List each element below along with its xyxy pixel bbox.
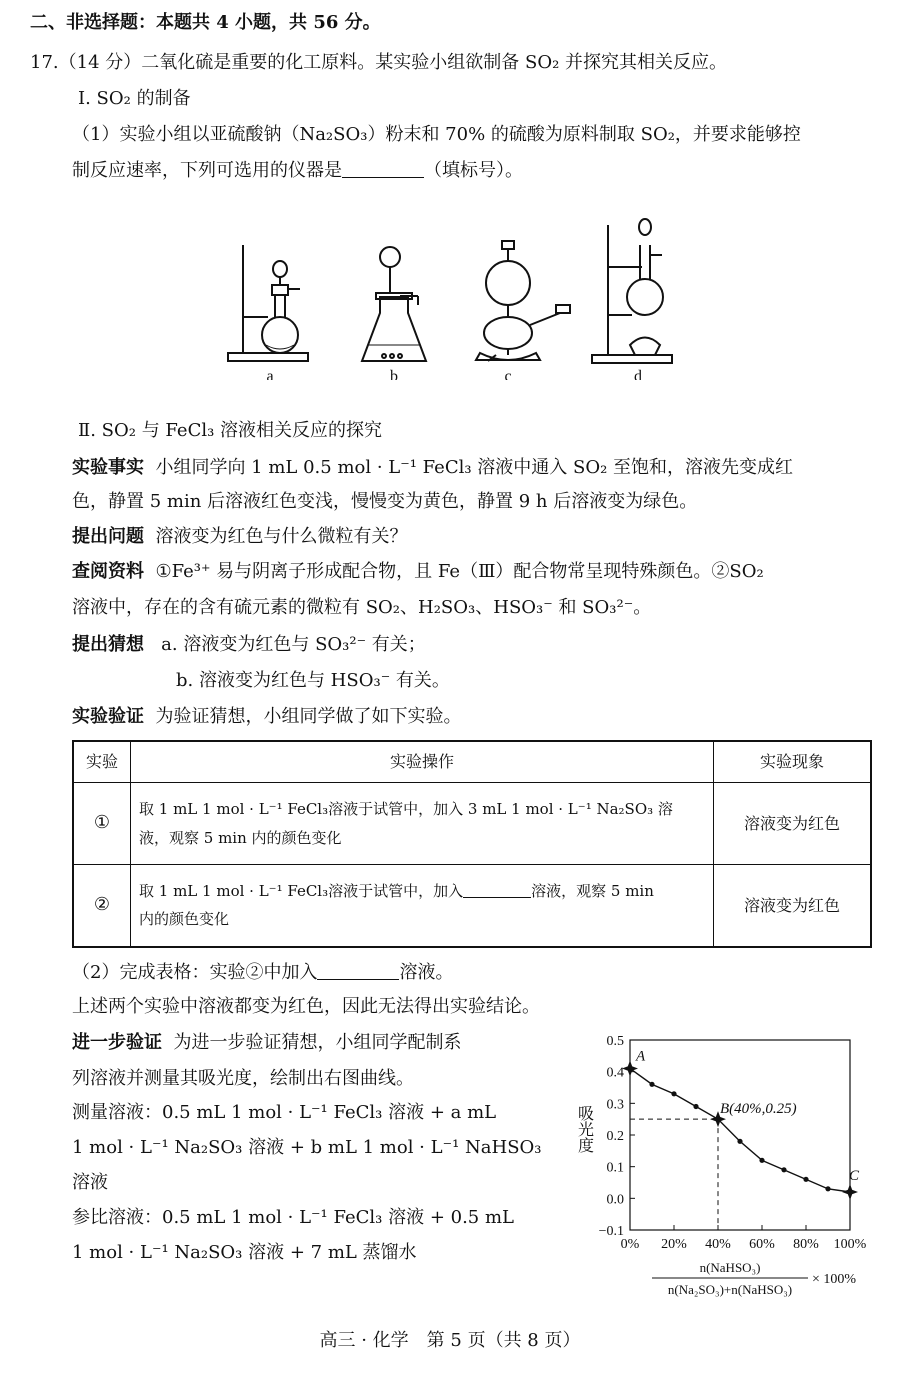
question-17-intro [30, 50, 727, 76]
operation-line1-suffix: 溶液，观察 5 min [531, 881, 654, 900]
data-point [759, 1158, 764, 1163]
annotation-label: A [636, 1048, 646, 1065]
y-tick-label: 0.5 [606, 1034, 624, 1049]
question-text: 溶液变为红色与什么微粒有关？ [155, 526, 408, 547]
x-tick-label: 60% [749, 1237, 775, 1252]
question-paragraph [72, 524, 407, 550]
x-label-suffix: × 100% [812, 1272, 857, 1287]
x-label-numerator: n(NaHSO₃) [699, 1260, 761, 1275]
answer-blank-table[interactable] [463, 883, 531, 898]
apparatus-a [228, 245, 308, 361]
verification-text: 为验证猜想，小组同学做了如下实验。 [155, 706, 462, 727]
page-footer: 高三 · 化学 第 5 页（共 8 页） [319, 1330, 581, 1351]
table-header-row [73, 741, 871, 783]
apparatus-label-b: b [390, 368, 398, 380]
absorbance-chart [560, 1020, 880, 1300]
measure-line3: 溶液 [72, 1172, 108, 1193]
table-row [73, 865, 871, 947]
further-paragraph [72, 1030, 552, 1056]
plot-frame [630, 1040, 850, 1230]
q1-line1: （1）实验小组以亚硫酸钠（Na₂SO₃）粉末和 70% 的硫酸为原料制取 SO₂，并要求能够控 [72, 124, 801, 145]
fact-line1: 小组同学向 1 mL 0.5 mol · L⁻¹ FeCl₃ 溶液中通入 SO₂ 至饱和，溶液先变成红 [155, 457, 794, 478]
hypothesis-label: 提出猜想 [72, 634, 144, 655]
answer-blank-1[interactable] [342, 159, 424, 178]
apparatus-d [592, 219, 672, 363]
data-point [649, 1082, 654, 1087]
annotation-label: C [848, 1168, 860, 1184]
x-tick-label: 80% [793, 1237, 819, 1252]
data-point [671, 1091, 676, 1096]
part2-title: Ⅱ. SO₂ 与 FeCl₃ 溶液相关反应的探究 [78, 420, 383, 441]
apparatus-label-d: d [634, 368, 642, 380]
x-tick-label: 20% [661, 1237, 687, 1252]
further-line2: 列溶液并测量其吸光度，绘制出右图曲线。 [72, 1068, 414, 1089]
question-points: （14 分） [58, 52, 142, 73]
reference-line2: 溶液中，存在的含有硫元素的微粒有 SO₂、H₂SO₃、HSO₃⁻ 和 SO₃²⁻。 [72, 597, 652, 618]
series-line [630, 1069, 850, 1193]
row-id: ② [73, 865, 131, 947]
apparatus-label-a: a [266, 368, 274, 380]
hypothesis-paragraph [72, 632, 426, 658]
fact-paragraph [72, 455, 882, 481]
x-tick-label: 100% [833, 1237, 867, 1252]
q2-text: （2）完成表格：实验②中加入 [72, 962, 318, 983]
row-operation [131, 783, 714, 865]
question-number: 17. [30, 52, 59, 73]
reference-line1: ①Fe³⁺ 易与阴离子形成配合物，且 Fe（Ⅲ）配合物常呈现特殊颜色。②SO₂ [155, 561, 764, 582]
operation-line1 [139, 877, 705, 906]
table-row [73, 783, 871, 865]
apparatus-c [476, 241, 570, 361]
section-header: 二、非选择题：本题共 4 小题，共 56 分。 [30, 12, 381, 33]
reference-paragraph [72, 559, 882, 585]
operation-line2: 内的颜色变化 [139, 910, 230, 929]
header-phenomenon: 实验现象 [714, 741, 872, 783]
data-point [803, 1177, 808, 1182]
measure-line2: 1 mol · L⁻¹ Na₂SO₃ 溶液 + b mL 1 mol · L⁻¹ NaHSO₃ [72, 1137, 542, 1158]
apparatus-label-c: c [504, 368, 512, 380]
x-tick-label: 0% [620, 1237, 640, 1252]
annotation-label: B(40%,0.25) [720, 1101, 797, 1118]
header-experiment: 实验 [73, 741, 131, 783]
header-operation: 实验操作 [131, 741, 714, 783]
q1-line2 [72, 158, 523, 184]
row-id: ① [73, 783, 131, 865]
operation-line1: 取 1 mL 1 mol · L⁻¹ FeCl₃溶液于试管中，加入 3 mL 1 mol · L⁻¹ Na₂SO₃ 溶 [139, 800, 673, 818]
apparatus-b [362, 247, 426, 361]
reference-label: 查阅资料 [72, 561, 144, 582]
q2-line [72, 960, 453, 986]
hypothesis-a: a. 溶液变为红色与 SO₃²⁻ 有关； [161, 634, 426, 655]
measure-line1: 测量溶液：0.5 mL 1 mol · L⁻¹ FeCl₃ 溶液 + a mL [72, 1102, 497, 1123]
y-tick-label: 0.0 [606, 1192, 624, 1208]
experiment-table [72, 740, 872, 948]
question-label: 提出问题 [72, 526, 144, 547]
x-tick-label: 40% [705, 1237, 731, 1252]
annotation-marker [842, 1184, 858, 1200]
further-label: 进一步验证 [72, 1032, 162, 1053]
operation-line1-text: 取 1 mL 1 mol · L⁻¹ FeCl₃溶液于试管中，加入 [139, 881, 464, 900]
conclusion-line: 上述两个实验中溶液都变为红色，因此无法得出实验结论。 [72, 996, 540, 1017]
reference-solution-line1: 参比溶液：0.5 mL 1 mol · L⁻¹ FeCl₃ 溶液 + 0.5 mL [72, 1207, 515, 1228]
hypothesis-b: b. 溶液变为红色与 HSO₃⁻ 有关。 [176, 670, 450, 691]
further-line1: 为进一步验证猜想，小组同学配制系 [173, 1032, 462, 1053]
y-axis-label: 吸光度 [575, 1105, 593, 1153]
part1-title: Ⅰ. SO₂ 的制备 [78, 88, 191, 109]
data-point [825, 1186, 830, 1191]
data-point [693, 1104, 698, 1109]
fact-line2: 色，静置 5 min 后溶液红色变浅，慢慢变为黄色，静置 9 h 后溶液变为绿色。 [72, 491, 698, 512]
data-point [737, 1139, 742, 1144]
y-tick-label: 0.4 [606, 1065, 624, 1081]
y-tick-label: −0.1 [598, 1224, 624, 1239]
answer-blank-2[interactable] [317, 961, 399, 980]
verification-label: 实验验证 [72, 706, 144, 727]
fact-label: 实验事实 [72, 457, 144, 478]
q1-line2-text: 制反应速率，下列可选用的仪器是 [72, 160, 342, 181]
row-result: 溶液变为红色 [714, 783, 872, 865]
y-tick-label: 0.3 [606, 1097, 624, 1113]
data-point [781, 1167, 786, 1172]
apparatus-figure [0, 205, 900, 380]
reference-solution-line2: 1 mol · L⁻¹ Na₂SO₃ 溶液 + 7 mL 蒸馏水 [72, 1242, 417, 1263]
verification-paragraph [72, 704, 461, 730]
x-label-denominator: n(Na₂SO₃)+n(NaHSO₃) [667, 1282, 793, 1297]
row-operation [131, 865, 714, 947]
question-intro-text: 二氧化硫是重要的化工原料。某实验小组欲制备 SO₂ 并探究其相关反应。 [141, 52, 728, 73]
operation-line2: 液，观察 5 min 内的颜色变化 [139, 828, 342, 847]
y-tick-label: 0.1 [606, 1160, 624, 1176]
row-result: 溶液变为红色 [714, 865, 872, 947]
q2-suffix: 溶液。 [399, 962, 454, 983]
q1-line2-suffix: （填标号）。 [424, 160, 523, 181]
y-tick-label: 0.2 [606, 1129, 624, 1144]
